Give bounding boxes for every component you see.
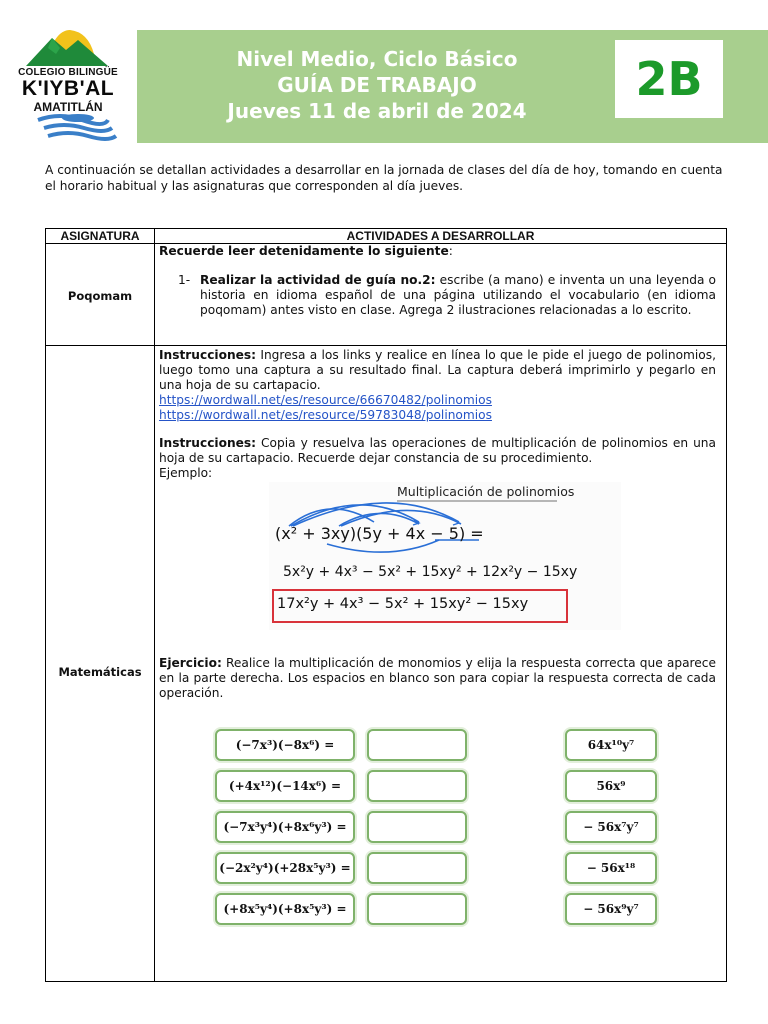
poqomam-item-number: 1-	[178, 273, 191, 287]
math-instr1-text: Ingresa a los links y realice en línea lo que le pide el juego de polinomios, luego tomo una captura a su resultado final. La captura deberá imprimirlo y pegarlo en una hoja de su cartapacio.	[159, 348, 716, 392]
math-exercise-text	[159, 656, 716, 701]
polynomial-example-image	[269, 482, 621, 630]
logo-text-name: K'IYB'AL	[21, 77, 115, 100]
logo-text-school: COLEGIO BILINGÜE	[18, 67, 118, 78]
table-row-divider	[46, 345, 726, 346]
header-guide-title: GUÍA DE TRABAJO	[277, 73, 477, 97]
header-level: Nivel Medio, Ciclo Básico	[236, 47, 518, 71]
answer-option-4: − 56x¹⁸	[565, 852, 657, 884]
poqomam-item-bold: Realizar la actividad de guía no.2:	[200, 273, 436, 287]
grade-box	[615, 40, 723, 118]
answer-option-3: − 56x⁷y⁷	[565, 811, 657, 843]
answer-option-2: 56x⁹	[565, 770, 657, 802]
problem-box-5: (+8x⁵y⁴)(+8x⁵y³) =	[215, 893, 355, 925]
math-instructions-2	[159, 436, 716, 466]
intro-paragraph: A continuación se detallan actividades a desarrollar en la jornada de clases del día de hoy, tomando en cuenta el horario habitual y las asignaturas que corresponden al día jueves.	[45, 163, 723, 193]
example-line-3: 17x²y + 4x³ − 5x² + 15xy² − 15xy	[277, 596, 529, 612]
example-line-1: (x² + 3xy)(5y + 4x − 5) =	[275, 524, 484, 543]
answer-blank-4[interactable]	[367, 852, 467, 884]
math-instr2-bold: Instrucciones:	[159, 436, 257, 450]
grade-label: 2B	[635, 52, 703, 106]
poqomam-heading	[159, 244, 716, 259]
header-date: Jueves 11 de abril de 2024	[227, 99, 527, 123]
answer-blank-3[interactable]	[367, 811, 467, 843]
activities-table	[45, 228, 727, 982]
answer-option-1: 64x¹⁰y⁷	[565, 729, 657, 761]
poqomam-heading-text: Recuerde leer detenidamente lo siguiente	[159, 244, 449, 258]
poqomam-activity-item	[178, 273, 716, 318]
answer-blank-1[interactable]	[367, 729, 467, 761]
math-link-2-row	[159, 408, 716, 423]
math-exercise-body: Realice la multiplicación de monomios y elija la respuesta correcta que aparece en la parte derecha. Los espacios en blanco son para copiar la respuesta correcta de cada operación.	[159, 656, 716, 700]
answer-option-5: − 56x⁹y⁷	[565, 893, 657, 925]
poqomam-item-body	[200, 273, 716, 318]
math-instr2-text: Copia y resuelva las operaciones de multiplicación de polinomios en una hoja de su cartapacio. Recuerde dejar constancia de su procedimiento.	[159, 436, 716, 465]
table-column-divider	[154, 229, 155, 981]
poqomam-heading-colon: :	[448, 244, 453, 258]
wordwall-link-2[interactable]: https://wordwall.net/es/resource/59783048/polinomios	[159, 408, 492, 422]
answer-blank-2[interactable]	[367, 770, 467, 802]
answer-blank-5[interactable]	[367, 893, 467, 925]
logo-text-city: AMATITLÁN	[33, 100, 103, 114]
wordwall-link-1[interactable]: https://wordwall.net/es/resource/66670482/polinomios	[159, 393, 492, 407]
problem-box-2: (+4x¹²)(−14x⁶) =	[215, 770, 355, 802]
problem-box-4: (−2x²y⁴)(+28x⁵y³) =	[215, 852, 355, 884]
column-header-subject: ASIGNATURA	[60, 229, 140, 243]
example-title: Multiplicación de polinomios	[397, 484, 575, 499]
math-instructions-1	[159, 348, 716, 393]
math-example-label: Ejemplo:	[159, 466, 213, 480]
problem-box-3: (−7x³y⁴)(+8x⁶y³) =	[215, 811, 355, 843]
subject-matematicas: Matemáticas	[58, 665, 142, 679]
problem-box-1: (−7x³)(−8x⁶) =	[215, 729, 355, 761]
example-line-2: 5x²y + 4x³ − 5x² + 15xy² + 12x²y − 15xy	[283, 564, 578, 580]
column-header-activities: ACTIVIDADES A DESARROLLAR	[346, 229, 535, 243]
math-exercise-bold: Ejercicio:	[159, 656, 222, 670]
math-link-1-row	[159, 393, 716, 408]
subject-poqomam: Poqomam	[67, 289, 133, 303]
header-banner	[137, 30, 768, 143]
school-logo	[8, 24, 128, 142]
header-title-block	[177, 46, 577, 124]
math-instr1-bold: Instrucciones:	[159, 348, 257, 362]
poqomam-item-text: escribe (a mano) e inventa un una leyenda o historia en idioma español de una página utilizando el vocabulario (en idioma poqomam) antes visto en clase. Agrega 2 ilustraciones relacionadas a lo escrito.	[200, 273, 717, 317]
